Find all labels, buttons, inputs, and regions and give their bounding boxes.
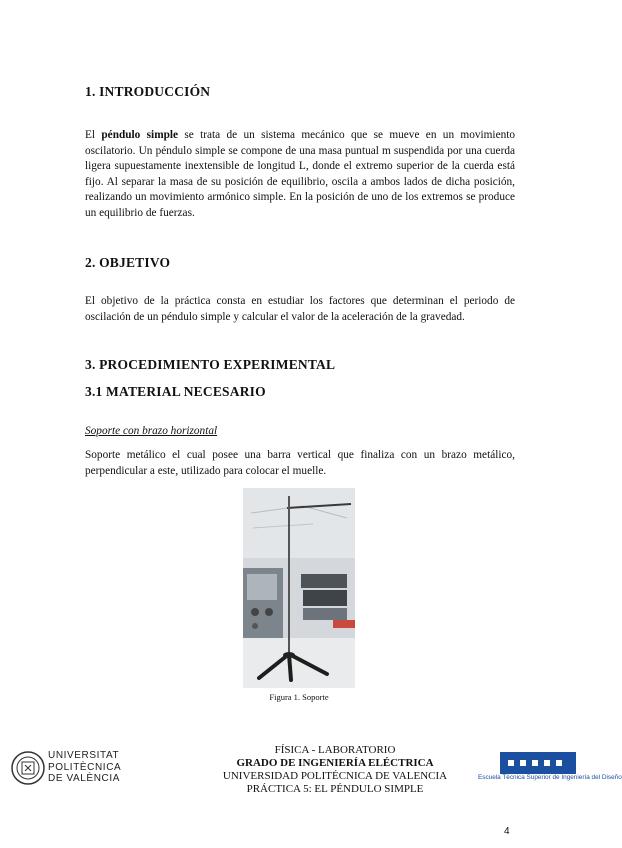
- upv-line-2: POLITÈCNICA: [48, 761, 122, 773]
- support-paragraph: Soporte metálico el cual posee una barra vertical que finaliza con un brazo metálico, perpendicular a este, utilizado para colocar el muelle.: [85, 449, 515, 477]
- footer-line-2: GRADO DE INGENIERÍA ELÉCTRICA: [236, 757, 434, 769]
- figure-caption: Figura 1. Soporte: [269, 692, 329, 702]
- material-heading: 3.1 MATERIAL NECESARIO: [85, 384, 266, 399]
- support-photo-drawing: [243, 488, 355, 688]
- etsid-logo-text: Escuela Técnica Superior de Ingeniería del Diseño: [478, 774, 622, 781]
- upv-line-1: UNIVERSITAT: [48, 750, 120, 761]
- footer-line-3: UNIVERSIDAD POLITÉCNICA DE VALENCIA: [222, 770, 448, 782]
- intro-rest: se trata de un sistema mecánico que se mueve en un movimiento oscilatorio. Un péndulo simple se compone de una masa puntual m suspendida por una cuerda ligera supuestamente inextensible de longitud L, donde el extremo superior de la cuerda está fijo. Al separar la masa de su posición de equilibrio, oscila a ambos lados de dicha posición, realizando un movimiento armónico simple. En la posición de uno de los extremos se produce un equilibrio de fuerzas.: [85, 129, 516, 219]
- footer-line-1: FÍSICA - LABORATORIO: [274, 744, 396, 756]
- support-photo: [243, 488, 355, 688]
- page-number: 4: [504, 826, 510, 837]
- support-subheading: Soporte con brazo horizontal: [85, 425, 218, 437]
- intro-prefix: El: [85, 129, 96, 141]
- upv-line-3: DE VALÈNCIA: [48, 773, 120, 784]
- objective-heading: 2. OBJETIVO: [85, 255, 171, 270]
- intro-heading: 1. INTRODUCCIÓN: [85, 84, 211, 99]
- footer-block: [200, 744, 470, 796]
- footer-line-4: PRÁCTICA 5: EL PÉNDULO SIMPLE: [246, 783, 424, 795]
- upv-logo-text: [48, 750, 121, 785]
- objective-paragraph: El objetivo de la práctica consta en estudiar los factores que determinan el periodo de oscilación de un péndulo simple y calcular el valor de la aceleración de la gravedad.: [85, 295, 515, 323]
- procedure-heading: 3. PROCEDIMIENTO EXPERIMENTAL: [85, 357, 336, 372]
- intro-bold-term: péndulo simple: [101, 129, 179, 141]
- intro-paragraph: [85, 128, 515, 221]
